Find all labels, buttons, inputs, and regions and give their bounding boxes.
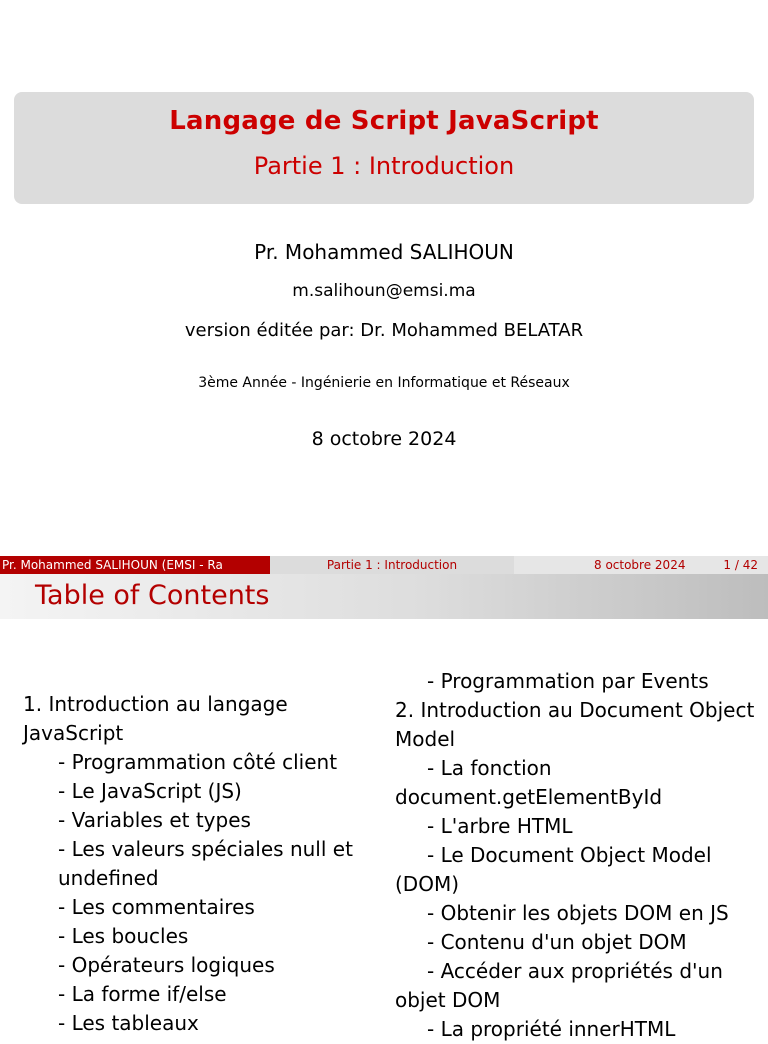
toc-item: - Le JavaScript (JS) (58, 779, 242, 803)
toc-item: - Les commentaires (58, 895, 255, 919)
toc-item: - Programmation côté client (58, 750, 338, 774)
author-name: Pr. Mohammed SALIHOUN (254, 240, 514, 264)
toc-item: - L'arbre HTML (427, 814, 573, 838)
toc-item: - Les tableaux (58, 1011, 199, 1035)
toc-section-heading: 1. Introduction au langage (23, 692, 288, 716)
toc-item: - La fonction (427, 756, 552, 780)
editor-line: version éditée par: Dr. Mohammed BELATAR (184, 320, 584, 341)
page-number: 1 / 42 (723, 558, 758, 572)
toc-section-heading-cont: Model (395, 727, 456, 751)
toc-item-cont: document.getElementById (395, 785, 663, 809)
author-email: m.salihoun@emsi.ma (292, 281, 476, 301)
toc-right-column (395, 667, 755, 1044)
toc-item-cont: undefined (58, 866, 159, 890)
presentation-date: 8 octobre 2024 (311, 428, 457, 450)
toc-item: - Accéder aux propriétés d'un (427, 959, 723, 983)
footer-author: Pr. Mohammed SALIHOUN (EMSI - Ra (0, 556, 270, 574)
footer-date: 8 octobre 2024 (594, 558, 686, 572)
toc-item: - Le Document Object Model (427, 843, 712, 867)
toc-item: - Contenu d'un objet DOM (427, 930, 687, 954)
toc-item: - Variables et types (58, 808, 251, 832)
toc-header (0, 574, 768, 619)
program-line: 3ème Année - Ingénierie en Informatique et Réseaux (198, 375, 570, 391)
toc-item: - Les boucles (58, 924, 189, 948)
toc-item-cont: (DOM) (395, 872, 460, 896)
toc-item: - Opérateurs logiques (58, 953, 275, 977)
presentation-subtitle: Partie 1 : Introduction (253, 152, 515, 180)
title-block (14, 92, 754, 204)
toc-item: - Les valeurs spéciales null et (58, 837, 353, 861)
toc-item: - Programmation par Events (427, 669, 709, 693)
toc-left-column (23, 690, 373, 1038)
footer-section: Partie 1 : Introduction (270, 556, 514, 574)
toc-item-cont: objet DOM (395, 988, 501, 1012)
toc-item: - Obtenir les objets DOM en JS (427, 901, 729, 925)
toc-section-heading-cont: JavaScript (23, 721, 124, 745)
slide-footer (0, 556, 768, 574)
toc-item: - La propriété innerHTML (427, 1017, 676, 1041)
toc-item: - La forme if/else (58, 982, 227, 1006)
toc-title: Table of Contents (35, 580, 270, 611)
footer-info (514, 556, 768, 574)
presentation-title: Langage de Script JavaScript (169, 106, 599, 136)
toc-section-heading: 2. Introduction au Document Object (395, 698, 755, 722)
